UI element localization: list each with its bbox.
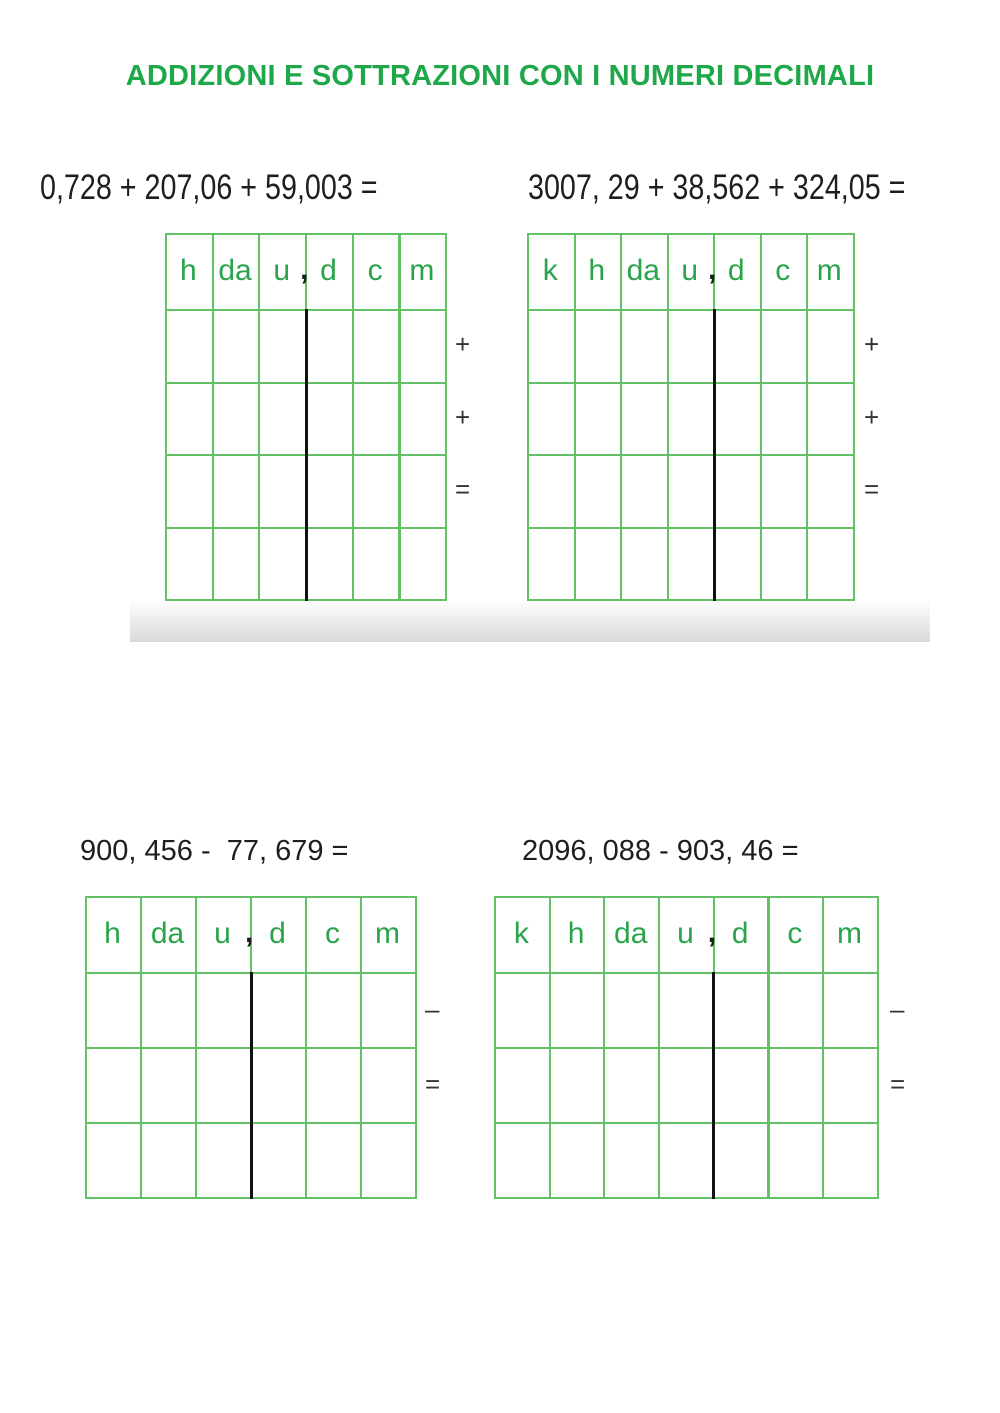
place-value-label: c <box>775 254 791 287</box>
digit-cell[interactable] <box>667 309 716 384</box>
place-value-label: h <box>567 917 585 950</box>
digit-cell[interactable] <box>399 454 448 529</box>
place-value-label: d <box>727 254 745 287</box>
decimal-comma: , <box>708 253 717 286</box>
worksheet-title: ADDIZIONI E SOTTRAZIONI CON I NUMERI DECIMALI <box>125 60 875 92</box>
page-shadow-band <box>130 600 930 642</box>
digit-cell[interactable] <box>806 309 855 384</box>
digit-cell[interactable] <box>494 972 551 1049</box>
decimal-point-line <box>305 309 308 601</box>
exercise-4-expression: 2096, 088 - 903, 46 = <box>522 835 799 867</box>
digit-cell[interactable] <box>494 1122 551 1199</box>
place-value-label: u <box>681 254 699 287</box>
digit-cell[interactable] <box>212 382 261 457</box>
digit-cell[interactable] <box>250 972 307 1049</box>
digit-cell[interactable] <box>258 454 307 529</box>
digit-cell[interactable] <box>352 382 401 457</box>
digit-cell[interactable] <box>620 309 669 384</box>
digit-cell[interactable] <box>140 972 197 1049</box>
digit-cell[interactable] <box>527 454 576 529</box>
place-value-label: m <box>409 254 435 287</box>
place-value-label: c <box>787 917 803 950</box>
digit-cell[interactable] <box>620 527 669 602</box>
digit-cell[interactable] <box>713 382 762 457</box>
digit-cell[interactable] <box>352 454 401 529</box>
plus-sign: + <box>455 329 471 360</box>
digit-cell[interactable] <box>305 1047 362 1124</box>
digit-cell[interactable] <box>250 1047 307 1124</box>
place-value-label: c <box>325 917 340 950</box>
digit-cell[interactable] <box>760 382 809 457</box>
digit-cell[interactable] <box>527 309 576 384</box>
place-value-label: da <box>614 917 648 950</box>
place-value-label: k <box>542 254 558 287</box>
digit-cell[interactable] <box>574 382 623 457</box>
digit-cell[interactable] <box>85 1047 142 1124</box>
decimal-comma: , <box>245 916 254 949</box>
exercise-2-expression: 3007, 29 + 38,562 + 324,05 = <box>528 168 906 207</box>
digit-cell[interactable] <box>574 454 623 529</box>
digit-cell[interactable] <box>658 1047 715 1124</box>
decimal-comma: , <box>707 916 717 949</box>
digit-cell[interactable] <box>667 527 716 602</box>
place-value-label: m <box>375 917 400 950</box>
digit-cell[interactable] <box>360 1122 417 1199</box>
digit-cell[interactable] <box>768 972 825 1049</box>
place-value-label: da <box>150 917 185 950</box>
digit-cell[interactable] <box>806 454 855 529</box>
digit-cell[interactable] <box>603 1047 660 1124</box>
digit-cell[interactable] <box>768 1122 825 1199</box>
digit-cell[interactable] <box>352 309 401 384</box>
digit-cell[interactable] <box>822 1047 879 1124</box>
digit-cell[interactable] <box>620 382 669 457</box>
place-value-label: m <box>816 254 842 287</box>
equals-sign: = <box>455 474 471 505</box>
place-value-label: da <box>626 254 660 287</box>
decimal-point-line <box>250 972 253 1199</box>
digit-cell[interactable] <box>352 527 401 602</box>
place-value-label: d <box>731 917 749 950</box>
digit-cell[interactable] <box>603 1122 660 1199</box>
digit-cell[interactable] <box>549 1122 606 1199</box>
place-value-label: m <box>837 917 863 950</box>
place-value-label: h <box>588 254 606 287</box>
place-value-label: da <box>218 254 252 287</box>
place-value-label: d <box>269 917 286 950</box>
place-value-label: u <box>214 917 231 950</box>
digit-cell[interactable] <box>574 309 623 384</box>
digit-cell[interactable] <box>165 454 214 529</box>
digit-cell[interactable] <box>212 454 261 529</box>
digit-cell[interactable] <box>658 1122 715 1199</box>
digit-cell[interactable] <box>494 1047 551 1124</box>
digit-cell[interactable] <box>305 454 354 529</box>
plus-sign: + <box>864 329 880 360</box>
digit-cell[interactable] <box>165 382 214 457</box>
digit-cell[interactable] <box>760 527 809 602</box>
digit-cell[interactable] <box>140 1047 197 1124</box>
place-value-label: h <box>180 254 197 287</box>
digit-cell[interactable] <box>360 1047 417 1124</box>
digit-cell[interactable] <box>667 382 716 457</box>
exercise-1-expression: 0,728 + 207,06 + 59,003 = <box>40 168 378 207</box>
digit-cell[interactable] <box>822 972 879 1049</box>
exercise-3-grid <box>85 896 415 1197</box>
digit-cell[interactable] <box>822 1122 879 1199</box>
digit-cell[interactable] <box>305 972 362 1049</box>
digit-cell[interactable] <box>713 1122 770 1199</box>
exercise-2-grid <box>527 233 853 599</box>
digit-cell[interactable] <box>768 1047 825 1124</box>
digit-cell[interactable] <box>258 382 307 457</box>
decimal-comma: , <box>300 253 309 286</box>
minus-sign: – <box>890 993 905 1024</box>
digit-cell[interactable] <box>806 382 855 457</box>
digit-cell[interactable] <box>527 527 576 602</box>
digit-cell[interactable] <box>806 527 855 602</box>
digit-cell[interactable] <box>667 454 716 529</box>
digit-cell[interactable] <box>85 972 142 1049</box>
digit-cell[interactable] <box>258 309 307 384</box>
place-value-label: u <box>677 917 694 950</box>
digit-cell[interactable] <box>713 309 762 384</box>
digit-cell[interactable] <box>360 972 417 1049</box>
exercise-1-grid <box>165 233 445 599</box>
digit-cell[interactable] <box>258 527 307 602</box>
place-value-label: c <box>367 254 383 287</box>
decimal-point-line <box>712 972 715 1199</box>
digit-cell[interactable] <box>165 309 214 384</box>
exercise-3-expression: 900, 456 - 77, 679 = <box>80 835 349 867</box>
place-value-label: d <box>320 254 337 287</box>
digit-cell[interactable] <box>713 454 762 529</box>
digit-cell[interactable] <box>305 1122 362 1199</box>
place-value-label: k <box>513 917 529 950</box>
digit-cell[interactable] <box>305 309 354 384</box>
digit-cell[interactable] <box>250 1122 307 1199</box>
digit-cell[interactable] <box>713 1047 770 1124</box>
digit-cell[interactable] <box>549 1047 606 1124</box>
digit-cell[interactable] <box>305 382 354 457</box>
digit-cell[interactable] <box>760 454 809 529</box>
decimal-point-line <box>713 309 716 601</box>
equals-sign: = <box>864 474 880 505</box>
digit-cell[interactable] <box>574 527 623 602</box>
digit-cell[interactable] <box>305 527 354 602</box>
place-value-label: h <box>104 917 121 950</box>
place-value-label: u <box>273 254 291 287</box>
equals-sign: = <box>890 1068 906 1099</box>
digit-cell[interactable] <box>212 309 261 384</box>
digit-cell[interactable] <box>713 972 770 1049</box>
equals-sign: = <box>425 1068 441 1099</box>
plus-sign: + <box>864 401 880 432</box>
digit-cell[interactable] <box>658 972 715 1049</box>
minus-sign: – <box>425 993 440 1024</box>
digit-cell[interactable] <box>620 454 669 529</box>
digit-cell[interactable] <box>195 1122 252 1199</box>
digit-cell[interactable] <box>140 1122 197 1199</box>
digit-cell[interactable] <box>165 527 214 602</box>
digit-cell[interactable] <box>399 527 448 602</box>
digit-cell[interactable] <box>603 972 660 1049</box>
digit-cell[interactable] <box>212 527 261 602</box>
digit-cell[interactable] <box>195 1047 252 1124</box>
digit-cell[interactable] <box>527 382 576 457</box>
digit-cell[interactable] <box>195 972 252 1049</box>
digit-cell[interactable] <box>399 382 448 457</box>
digit-cell[interactable] <box>399 309 448 384</box>
digit-cell[interactable] <box>85 1122 142 1199</box>
plus-sign: + <box>455 401 471 432</box>
digit-cell[interactable] <box>760 309 809 384</box>
digit-cell[interactable] <box>549 972 606 1049</box>
digit-cell[interactable] <box>713 527 762 602</box>
exercise-4-grid <box>494 896 877 1197</box>
